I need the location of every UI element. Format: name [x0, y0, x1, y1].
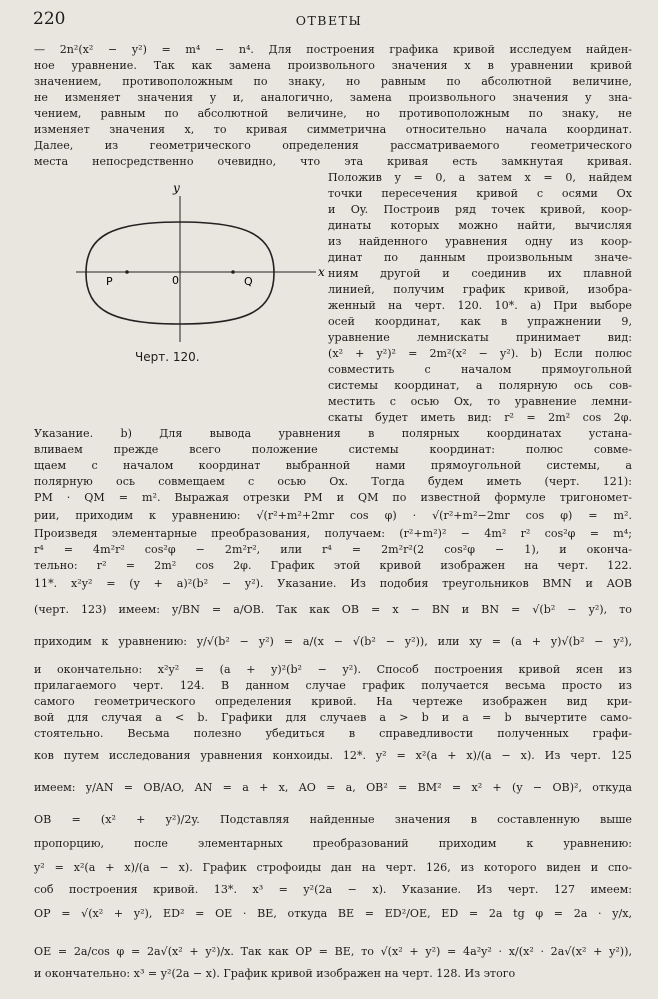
text-line: совместить с началом прямоугольной [328, 363, 632, 376]
text-line: — 2n²(x² − y²) = m⁴ − n⁴. Для построения графика кривой исследуем найден- [34, 43, 632, 56]
text-line: пропорцию, после элементарных преобразований приходим к уравнению: [34, 837, 632, 850]
text-line: прилагаемого черт. 124. В данном случае график получается весьма просто из [34, 679, 632, 692]
text-line: и Oy. Построив ряд точек кривой, коор- [328, 203, 632, 216]
text-line: стоятельно. Весьма полезно убедиться в справедливости полученных графи- [34, 727, 632, 740]
text-line: местить с осью Ox, то уравнение лемни- [328, 395, 632, 408]
text-line: (x² + y²)² = 2m²(x² − y²). b) Если полюс [328, 347, 632, 360]
text-line: точки пересечения кривой с осями Ox [328, 187, 632, 200]
text-line: щаем с началом координат выбранной нами прямоугольной системы, а [34, 459, 632, 472]
text-line: (черт. 123) имеем: y/BN = a/OB. Так как OB = x − BN и BN = √(b² − y²), то [34, 603, 632, 616]
text-line: и окончательно: x³ = y²(2a − x). График кривой изображен на черт. 128. Из этого [34, 967, 516, 980]
text-line: 11*. x²y² = (y + a)²(b² − y²). Указание. Из подобия треугольников BMN и AOB [34, 577, 632, 590]
text-line: OE = 2a/cos φ = 2a√(x² + y²)/x. Так как OP = BE, то √(x² + y²) = 4a²y² · x/(x² · 2a√(x² + y²)), [34, 945, 632, 958]
origin-label: 0 [172, 274, 179, 287]
text-line: OP = √(x² + y²), ED² = OE · BE, откуда BE = ED²/OE, ED = 2a tg φ = 2a · y/x, [34, 907, 632, 920]
text-line: OB = (x² + y²)/2y. Подставляя найденные значения в составленную выше [34, 813, 632, 826]
text-line: r⁴ = 4m²r² cos²φ − 2m²r², или r⁴ = 2m²r²(2 cos²φ − 1), и оконча- [34, 543, 632, 556]
text-line: вливаем прежде всего положение системы координат: полюс совме- [34, 443, 632, 456]
running-title: ОТВЕТЫ [295, 13, 363, 28]
text-line: PM · QM = m². Выражая отрезки PM и QM по известной формуле тригономет- [34, 491, 632, 504]
text-line: ное уравнение. Так как замена произвольного значения x в уравнении кривой [34, 59, 632, 72]
axis-y-label: y [173, 181, 180, 195]
figure-caption: Черт. 120. [135, 350, 200, 364]
point-p-dot [125, 270, 129, 274]
axis-x-label: x [318, 265, 325, 279]
text-line: Указание. b) Для вывода уравнения в полярных координатах устана- [34, 427, 632, 440]
text-line: осей координат, как в упражнении 9, [328, 315, 632, 328]
text-line: значением, противоположным по знаку, но равным по абсолютной величине, [34, 75, 632, 88]
text-line: женный на черт. 120. 10*. a) При выборе [328, 299, 632, 312]
text-line: не изменяет значения y и, аналогично, замена произвольного значения y зна- [34, 91, 632, 104]
text-line: системы координат, а полярную ось сов- [328, 379, 632, 392]
text-line: приходим к уравнению: y/√(b² − y²) = a/(x − √(b² − y²)), или xy = (a + y)√(b² − y²), [34, 635, 632, 648]
point-q-dot [231, 270, 235, 274]
text-line: Положив y = 0, а затем x = 0, найдем [328, 171, 632, 184]
text-line: полярную ось совмещаем с осью Ox. Тогда будем иметь (черт. 121): [34, 475, 632, 488]
text-line: динаты которых можно найти, вычисляя [328, 219, 632, 232]
text-line: линией, получим график кривой, изобра- [328, 283, 632, 296]
point-q-label: Q [244, 275, 253, 288]
text-line: самого геометрического определения кривой. На чертеже изображен вид кри- [34, 695, 632, 708]
point-p-label: P [106, 275, 113, 288]
text-line: вой для случая a < b. Графики для случаев a > b и a = b вычертите само- [34, 711, 632, 724]
text-line: и окончательно: x²y² = (a + y)²(b² − y²). Способ построения кривой ясен из [34, 663, 632, 676]
figure-120-curve [72, 178, 325, 344]
text-line: имеем: y/AN = OB/AO, AN = a + x, AO = a, OB² = BM² = x² + (y − OB)², откуда [34, 781, 632, 794]
text-line: тельно: r² = 2m² cos 2φ. График этой кривой изображен на черт. 122. [34, 559, 632, 572]
text-line: уравнение лемнискаты принимает вид: [328, 331, 632, 344]
page-number: 220 [33, 9, 66, 29]
text-line: ков путем исследования уравнения конхоиды. 12*. y² = x²(a + x)/(a − x). Из черт. 125 [34, 749, 632, 762]
text-line: y² = x²(a + x)/(a − x). График строфоиды дан на черт. 126, из которого виден и спо- [34, 861, 632, 874]
text-line: из найденного уравнения одну из коор- [328, 235, 632, 248]
text-line: рии, приходим к уравнению: √(r²+m²+2mr cos φ) · √(r²+m²−2mr cos φ) = m². [34, 509, 632, 522]
text-line: изменяет значения x, то кривая симметрична относительно начала координат. [34, 123, 632, 136]
text-line: динат по данным произвольным значе- [328, 251, 632, 264]
text-line: места непосредственно очевидно, что эта кривая есть замкнутая кривая. [34, 155, 632, 168]
text-line: скаты будет иметь вид: r² = 2m² cos 2φ. [328, 411, 632, 424]
text-line: Далее, из геометрического определения рассматриваемого геометрического [34, 139, 632, 152]
text-line: ниям другой и соединив их плавной [328, 267, 632, 280]
text-line: чением, равным по абсолютной величине, но противоположным по знаку, не [34, 107, 632, 120]
text-line: Произведя элементарные преобразования, получаем: (r²+m²)² − 4m² r² cos²φ = m⁴; [34, 527, 632, 540]
text-line: соб построения кривой. 13*. x³ = y²(2a − x). Указание. Из черт. 127 имеем: [34, 883, 632, 896]
